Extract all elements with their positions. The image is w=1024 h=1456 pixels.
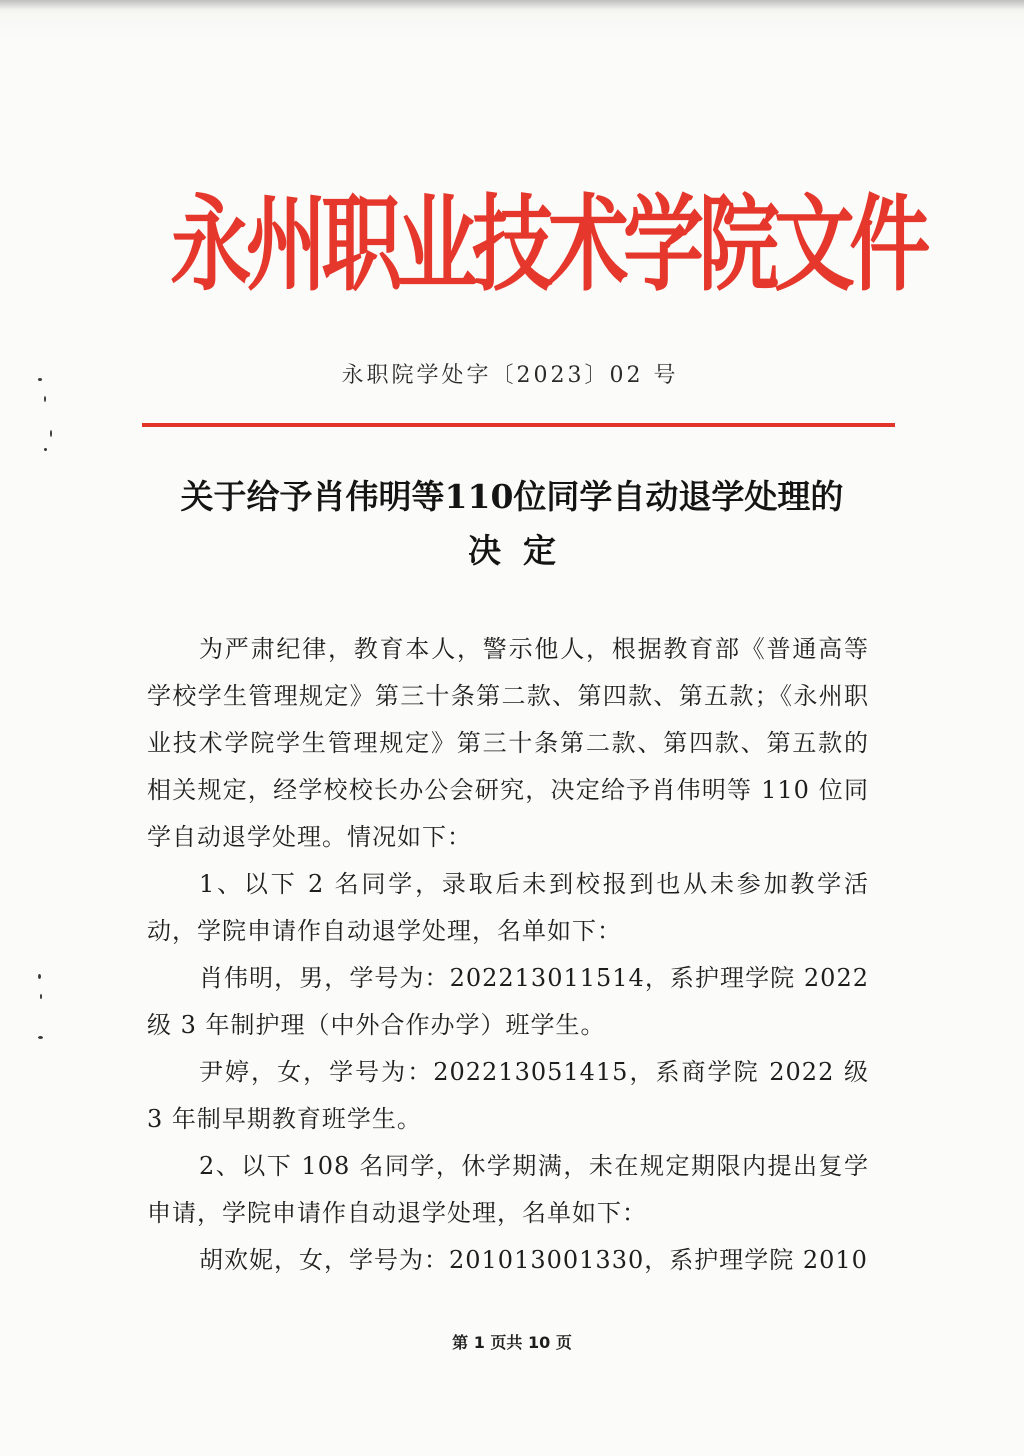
- red-divider-line: [142, 423, 895, 427]
- body-paragraph: 尹婷，女，学号为：202213051415，系商学院 2022 级 3 年制早期教育班学生。: [147, 1058, 869, 1133]
- scan-speck: [44, 396, 46, 402]
- letterhead-title: 永州职业技术学院文件: [170, 183, 925, 306]
- document-title-line-1: 关于给予肖伟明等110位同学自动退学处理的: [180, 477, 844, 516]
- body-paragraph: 1、以下 2 名同学，录取后未到校报到也从未参加教学活动，学院申请作自动退学处理，名单如下：: [147, 870, 869, 945]
- body-paragraph: 胡欢妮，女，学号为：201013001330，系护理学院 2010: [199, 1246, 868, 1274]
- body-paragraph: 肖伟明，男，学号为：202213011514，系护理学院 2022 级 3 年制护理（中外合作办学）班学生。: [147, 964, 869, 1039]
- page-number-footer: 第 1 页共 10 页: [452, 1333, 572, 1352]
- scan-speck: [40, 994, 42, 999]
- scan-edge-shadow: [0, 0, 1024, 10]
- scan-speck: [50, 430, 52, 437]
- scan-speck: [38, 974, 41, 979]
- document-title-line-2: 决定: [468, 531, 578, 570]
- body-paragraph: 为严肃纪律，教育本人，警示他人，根据教育部《普通高等学校学生管理规定》第三十条第二款、第四款、第五款；《永州职业技术学院学生管理规定》第三十条第二款、第四款、第五款的相关规定，经学校校长办公会研究，决定给予肖伟明等 110 位同学自动退学处理。情况如下：: [147, 635, 869, 851]
- document-body: [147, 626, 869, 1284]
- document-title: [100, 470, 924, 578]
- scan-speck: [38, 1036, 43, 1039]
- body-paragraph: 2、以下 108 名同学，休学期满，未在规定期限内提出复学申请，学院申请作自动退学处理，名单如下：: [147, 1152, 869, 1227]
- document-number: 永职院学处字〔2023〕02 号: [341, 363, 679, 388]
- scan-speck: [38, 378, 42, 381]
- scan-speck: [44, 448, 47, 451]
